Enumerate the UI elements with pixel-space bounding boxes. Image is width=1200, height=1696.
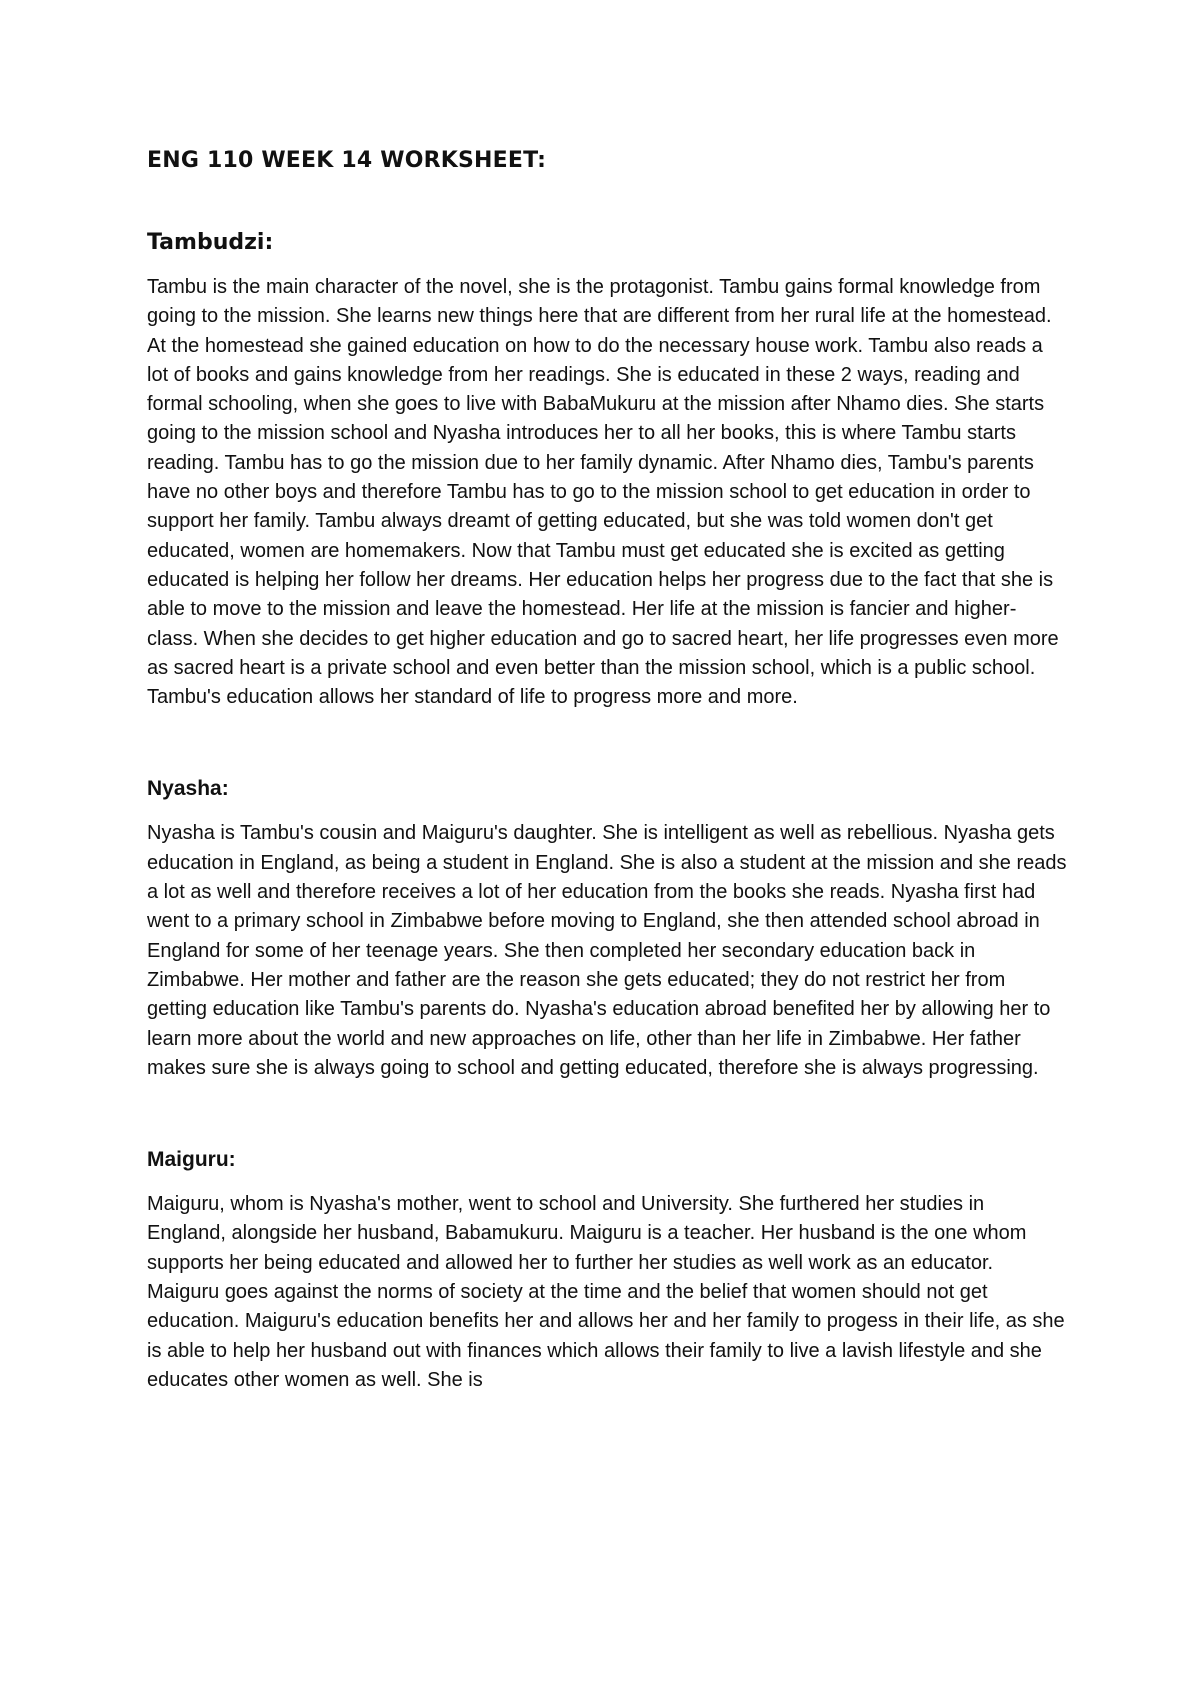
section-tambudzi [147,228,1067,712]
section-heading-nyasha: Nyasha: [147,777,229,801]
section-body-tambudzi: Tambu is the main character of the novel, she is the protagonist. Tambu gains formal knowledge from going to the mission. She learns new things here that are different from her rural life at the homestead. At the homestead she gained education on how to do the necessary house work. Tambu also reads a lot of books and gains knowledge from her readings. She is educated in these 2 ways, reading and formal schooling, when she goes to live with BabaMukuru at the mission after Nhamo dies. She starts going to the mission school and Nyasha introduces her to all her books, this is where Tambu starts reading. Tambu has to go the mission due to her family dynamic. After Nhamo dies, Tambu's parents have no other boys and therefore Tambu has to go to the mission school to get education in order to support her family. Tambu always dreamt of getting educated, but she was told women don't get educated, women are homemakers. Now that Tambu must get educated she is excited as getting educated is helping her follow her dreams. Her education helps her progress due to the fact that she is able to move to the mission and leave the homestead. Her life at the mission is fancier and higher-class. When she decides to get higher education and go to sacred heart, her life progresses even more as sacred heart is a private school and even better than the mission school, which is a public school. Tambu's education allows her standard of life to progress more and more. [147,276,1059,709]
document-title: ENG 110 WEEK 14 WORKSHEET: [147,148,547,173]
section-body-nyasha: Nyasha is Tambu's cousin and Maiguru's daughter. She is intelligent as well as rebellious. Nyasha gets education in England, as being a student in England. She is also a student at the mission and she reads a lot as well and therefore receives a lot of her education from the books she reads. Nyasha first had went to a primary school in Zimbabwe before moving to England, she then attended school abroad in England for some of her teenage years. She then completed her secondary education back in Zimbabwe. Her mother and father are the reason she gets educated; they do not restrict her from getting education like Tambu's parents do. Nyasha's education abroad benefited her by allowing her to learn more about the world and new approaches on life, other than her life in Zimbabwe. Her father makes sure she is always going to school and getting educated, therefore she is always progressing. [147,822,1067,1079]
section-body-maiguru: Maiguru, whom is Nyasha's mother, went to school and University. She furthered her studies in England, alongside her husband, Babamukuru. Maiguru is a teacher. Her husband is the one whom supports her being educated and allowed her to further her studies as well work as an educator. Maiguru goes against the norms of society at the time and the belief that women should not get education. Maiguru's education benefits her and allows her and her family to progess in their life, as she is able to help her husband out with finances which allows their family to live a lavish lifestyle and she educates other women as well. She is [147,1193,1065,1391]
document-content [147,146,1067,1395]
section-maiguru [147,1145,1067,1395]
section-heading-maiguru: Maiguru: [147,1148,236,1172]
section-nyasha [147,774,1067,1083]
section-heading-tambudzi: Tambudzi: [147,230,274,255]
